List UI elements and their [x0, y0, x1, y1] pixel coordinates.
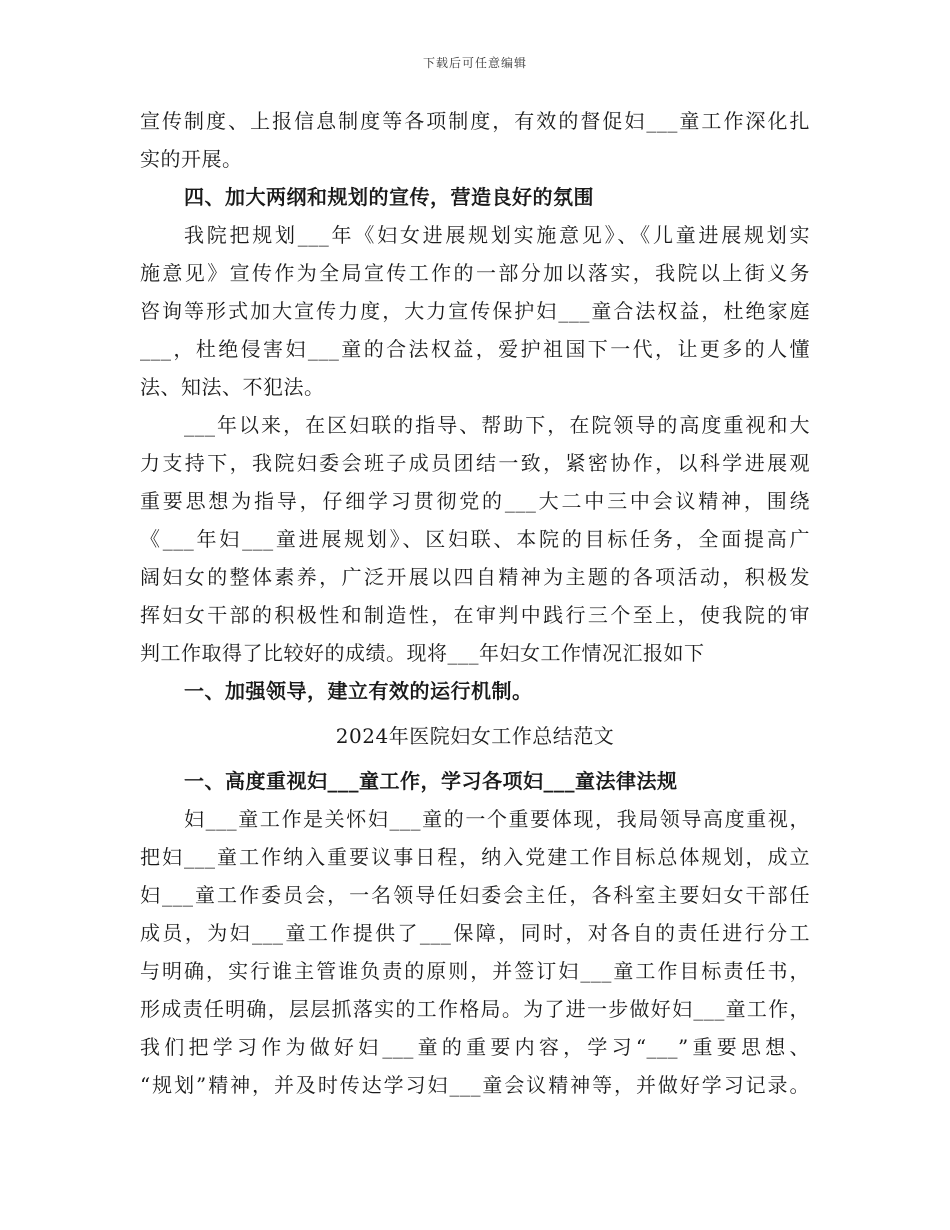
- text-line: ___年以来，在区妇联的指导、帮助下，在院领导的高度重视和大: [184, 413, 810, 437]
- text-line: 挥妇女干部的积极性和制造性，在审判中践行三个至上，使我院的审: [140, 603, 810, 627]
- text-line: 《___年妇___童进展规划》、区妇联、本院的目标任务，全面提高广: [140, 527, 810, 551]
- text-line: 力支持下，我院妇委会班子成员团结一致，紧密协作，以科学进展观: [140, 451, 810, 475]
- text-line: ___，杜绝侵害妇___童的合法权益，爱护祖国下一代，让更多的人懂: [140, 337, 810, 361]
- text-line: 判工作取得了比较好的成绩。现将___年妇女工作情况汇报如下: [140, 641, 705, 665]
- section-heading: 一、加强领导，建立有效的运行机制。: [184, 679, 533, 703]
- text-line: 与明确，实行谁主管谁负责的原则，并签订妇___童工作目标责任书，: [140, 959, 810, 983]
- text-line: 形成责任明确，层层抓落实的工作格局。为了进一步做好妇___童工作，: [140, 997, 810, 1021]
- text-line: 实的开展。: [140, 147, 243, 171]
- text-line: “规划”精神，并及时传达学习妇___童会议精神等，并做好学习记录。: [140, 1073, 810, 1097]
- text-line: 我院把规划___年《妇女进展规划实施意见》、《儿童进展规划实: [184, 223, 810, 247]
- section-heading: 四、加大两纲和规划的宣传，营造良好的氛围: [184, 185, 594, 209]
- text-line: 施意见》宣传作为全局宣传工作的一部分加以落实，我院以上街义务: [140, 261, 810, 285]
- text-line: 重要思想为指导，仔细学习贯彻党的___大二中三中会议精神，围绕: [140, 489, 810, 513]
- text-line: 阔妇女的整体素养，广泛开展以四自精神为主题的各项活动，积极发: [140, 565, 810, 589]
- document-title: 2024年医院妇女工作总结范文: [335, 724, 615, 748]
- text-line: 把妇___童工作纳入重要议事日程，纳入党建工作目标总体规划，成立: [140, 845, 810, 869]
- text-line: 妇___童工作委员会，一名领导任妇委会主任，各科室主要妇女干部任: [140, 883, 810, 907]
- text-line: 成员，为妇___童工作提供了___保障，同时，对各自的责任进行分工: [140, 921, 810, 945]
- text-line: 法、知法、不犯法。: [140, 375, 325, 399]
- section-heading: 一、高度重视妇___童工作，学习各项妇___童法律法规: [184, 769, 678, 793]
- text-line: 妇___童工作是关怀妇___童的一个重要体现，我局领导高度重视，: [184, 807, 810, 831]
- text-line: 宣传制度、上报信息制度等各项制度，有效的督促妇___童工作深化扎: [140, 109, 810, 133]
- page-header: 下载后可任意编辑: [422, 56, 527, 70]
- text-line: 我们把学习作为做好妇___童的重要内容，学习“___”重要思想、: [140, 1035, 810, 1059]
- document-body: [140, 102, 810, 1104]
- text-line: 咨询等形式加大宣传力度，大力宣传保护妇___童合法权益，杜绝家庭: [140, 299, 810, 323]
